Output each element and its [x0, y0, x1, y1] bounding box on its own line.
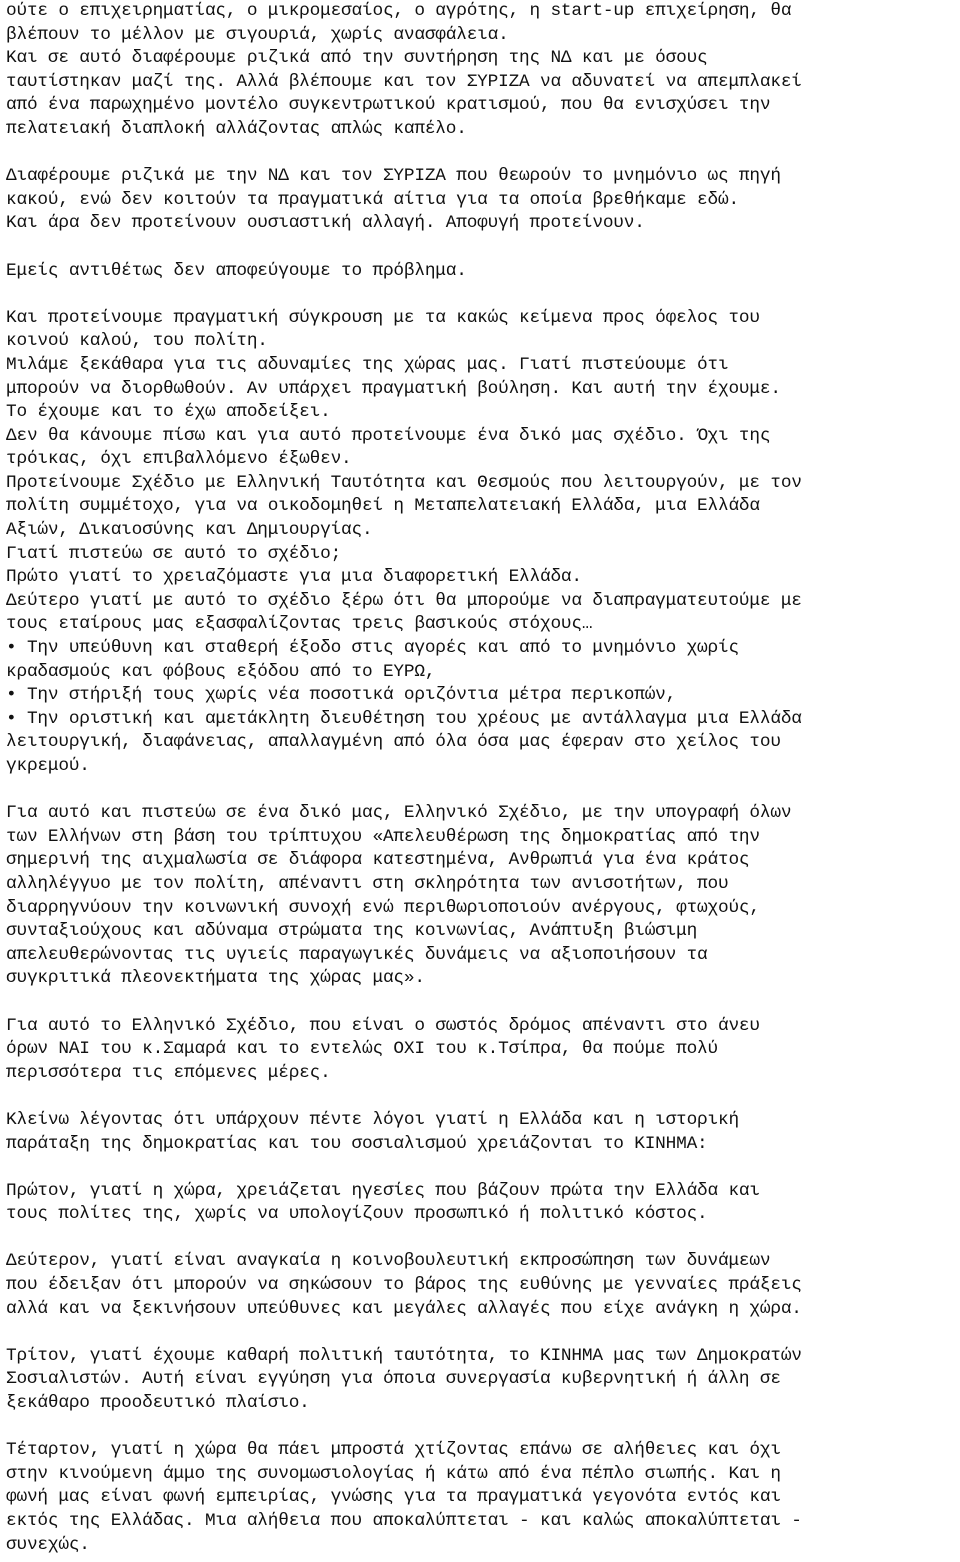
text-line: εκτός της Ελλάδας. Μια αλήθεια που αποκαλύπτεται - και καλώς αποκαλύπτεται - [6, 1511, 802, 1531]
paragraph-gap [6, 142, 954, 166]
text-line: απελευθερώνοντας τις υγιείς παραγωγικές δυνάμεις να αξιοποιήσουν τα [6, 944, 708, 965]
paragraph-gap [6, 1085, 954, 1109]
text-line: κραδασμούς και φόβους εξόδου από το ΕΥΡΩ, [6, 661, 436, 682]
text-line: Τρίτον, γιατί έχουμε καθαρή πολιτική ταυτότητα, το ΚΙΝΗΜΑ μας των Δημοκρατών [6, 1345, 802, 1366]
text-line: αλλά και να ξεκινήσουν υπεύθυνες και μεγάλες αλλαγές που είχε ανάγκη η χώρα. [6, 1298, 802, 1319]
text-line: Για αυτό το Ελληνικό Σχέδιο, που είναι ο σωστός δρόμος απέναντι στο άνευ [6, 1015, 760, 1036]
text-line: Σοσιαλιστών. Αυτή είναι εγγύηση για όποια συνεργασία κυβερνητική ή άλλη σε [6, 1369, 781, 1390]
text-line: διαρρηγνύουν την κοινωνική συνοχή ενώ περιθωριοποιούν ανέργους, φτωχούς, [6, 897, 760, 918]
text-line: • Την στήριξή τους χωρίς νέα ποσοτικά οριζόντια μέτρα περικοπών, [6, 685, 677, 706]
text-line: Μιλάμε ξεκάθαρα για τις αδυναμίες της χώρας μας. Γιατί πιστεύουμε ότι [6, 354, 729, 375]
text-line: Εμείς αντιθέτως δεν αποφεύγουμε το πρόβλημα. [6, 260, 467, 281]
text-line: συνεχώς. [6, 1534, 90, 1555]
text-line: μπορούν να διορθωθούν. Αν υπάρχει πραγματική βούληση. Και αυτή την έχουμε. [6, 378, 781, 399]
text-line: • Την οριστική και αμετάκλητη διευθέτηση του χρέους με αντάλλαγμα μια Ελλάδα [6, 708, 802, 729]
text-line: Πρώτον, γιατί η χώρα, χρειάζεται ηγεσίες που βάζουν πρώτα την Ελλάδα και [6, 1180, 760, 1201]
text-line: όρων ΝΑΙ του κ.Σαμαρά και το εντελώς ΟΧΙ του κ.Τσίπρα, θα πούμε πολύ [6, 1039, 718, 1060]
text-line: Δεύτερον, γιατί είναι αναγκαία η κοινοβουλευτική εκπροσώπηση των δυνάμεων [6, 1251, 771, 1272]
text-line: που έδειξαν ότι μπορούν να σηκώσουν το βάρος της ευθύνης με γενναίες πράξεις [6, 1275, 802, 1296]
paragraph-gap [6, 1321, 954, 1345]
text-line: Και άρα δεν προτείνουν ουσιαστική αλλαγή. Αποφυγή προτείνουν. [6, 213, 645, 234]
text-line: Προτείνουμε Σχέδιο με Ελληνική Ταυτότητα και Θεσμούς που λειτουργούν, με τον [6, 472, 802, 493]
text-line: παράταξη της δημοκρατίας και του σοσιαλισμού χρειάζονται το ΚΙΝΗΜΑ: [6, 1133, 708, 1154]
text-line: πολίτη συμμέτοχο, για να οικοδομηθεί η Μεταπελατειακή Ελλάδα, μια Ελλάδα [6, 496, 760, 517]
text-line: πελατειακή διαπλοκή αλλάζοντας απλώς καπέλο. [6, 118, 467, 139]
text-line: συγκριτικά πλεονεκτήματα της χώρας μας». [6, 968, 425, 989]
text-line: ξεκάθαρο προοδευτικό πλαίσιο. [6, 1393, 310, 1414]
text-line: στην κινούμενη άμμο της συνομωσιολογίας ή κάτω από ένα πέπλο σιωπής. Και η [6, 1463, 781, 1484]
text-line: βλέπουν το μέλλον με σιγουριά, χωρίς ανασφάλεια. [6, 24, 509, 45]
text-line: κοινού καλού, του πολίτη. [6, 331, 268, 352]
paragraph-gap [6, 779, 954, 803]
text-line: Δεύτερο γιατί με αυτό το σχέδιο ξέρω ότι θα μπορούμε να διαπραγματευτούμε με [6, 590, 802, 611]
text-line: κακού, ενώ δεν κοιτούν τα πραγματικά αίτια για τα οποία βρεθήκαμε εδώ. [6, 189, 739, 210]
paragraph-gap [6, 236, 954, 260]
paragraph-gap [6, 1156, 954, 1180]
text-line: των Ελλήνων στη βάση του τρίπτυχου «Απελευθέρωση της δημοκρατίας από την [6, 826, 760, 847]
text-line: Τέταρτον, γιατί η χώρα θα πάει μπροστά χτίζοντας επάνω σε αλήθειες και όχι [6, 1440, 781, 1461]
text-line: Πρώτο γιατί το χρειαζόμαστε για μια διαφορετική Ελλάδα. [6, 567, 582, 588]
text-line: από ένα παρωχημένο μοντέλο συγκεντρωτικού κρατισμού, που θα ενισχύσει την [6, 95, 771, 116]
text-line: Για αυτό και πιστεύω σε ένα δικό μας, Ελληνικό Σχέδιο, με την υπογραφή όλων [6, 803, 792, 824]
text-line: Αξιών, Δικαιοσύνης και Δημιουργίας. [6, 520, 373, 541]
text-line: ταυτίστηκαν μαζί της. Αλλά βλέπουμε και τον ΣΥΡΙΖΑ να αδυνατεί να απεμπλακεί [6, 71, 802, 92]
paragraph-gap [6, 1227, 954, 1251]
text-line: φωνή μας είναι φωνή εμπειρίας, γνώσης για τα πραγματικά γεγονότα εντός και [6, 1487, 781, 1508]
text-line: τρόικας, όχι επιβαλλόμενο έξωθεν. [6, 449, 352, 470]
paragraph-gap [6, 1416, 954, 1440]
text-line: τους εταίρους μας εξασφαλίζοντας τρεις βασικούς στόχους… [6, 614, 593, 635]
text-line: λειτουργική, διαφάνειας, απαλλαγμένη από όλα όσα μας έφεραν στο χείλος του [6, 732, 781, 753]
text-line: γκρεμού. [6, 756, 90, 776]
text-line: Και προτείνουμε πραγματική σύγκρουση με τα κακώς κείμενα προς όφελος του [6, 307, 760, 328]
text-line: σημερινή της αιχμαλωσία σε διάφορα κατεστημένα, Ανθρωπιά για ένα κράτος [6, 850, 750, 871]
text-line: Δεν θα κάνουμε πίσω και για αυτό προτείνουμε ένα δικό μας σχέδιο. Όχι της [6, 425, 771, 446]
text-line: ούτε ο επιχειρηματίας, ο μικρομεσαίος, ο αγρότης, η start-up επιχείρηση, θα [6, 1, 792, 21]
text-line: Το έχουμε και το έχω αποδείξει. [6, 402, 331, 423]
text-line: συνταξιούχους και αδύναμα στρώματα της κοινωνίας, Ανάπτυξη βιώσιμη [6, 921, 698, 942]
text-line: τους πολίτες της, χωρίς να υπολογίζουν προσωπικό ή πολιτικό κόστος. [6, 1204, 708, 1225]
text-line: αλληλέγγυο με τον πολίτη, απέναντι στη σκληρότητα των ανισοτήτων, που [6, 873, 729, 894]
text-line: • Την υπεύθυνη και σταθερή έξοδο στις αγορές και από το μνημόνιο χωρίς [6, 638, 739, 659]
text-line: Κλείνω λέγοντας ότι υπάρχουν πέντε λόγοι γιατί η Ελλάδα και η ιστορική [6, 1109, 739, 1130]
text-line: Διαφέρουμε ριζικά με την ΝΔ και τον ΣΥΡΙΖΑ που θεωρούν το μνημόνιο ως πηγή [6, 166, 781, 187]
paragraph-gap [6, 991, 954, 1015]
text-line: περισσότερα τις επόμενες μέρες. [6, 1062, 331, 1083]
text-line: Γιατί πιστεύω σε αυτό το σχέδιο; [6, 543, 342, 564]
paragraph-gap [6, 283, 954, 307]
text-line: Και σε αυτό διαφέρουμε ριζικά από την συντήρηση της ΝΔ και με όσους [6, 48, 708, 69]
